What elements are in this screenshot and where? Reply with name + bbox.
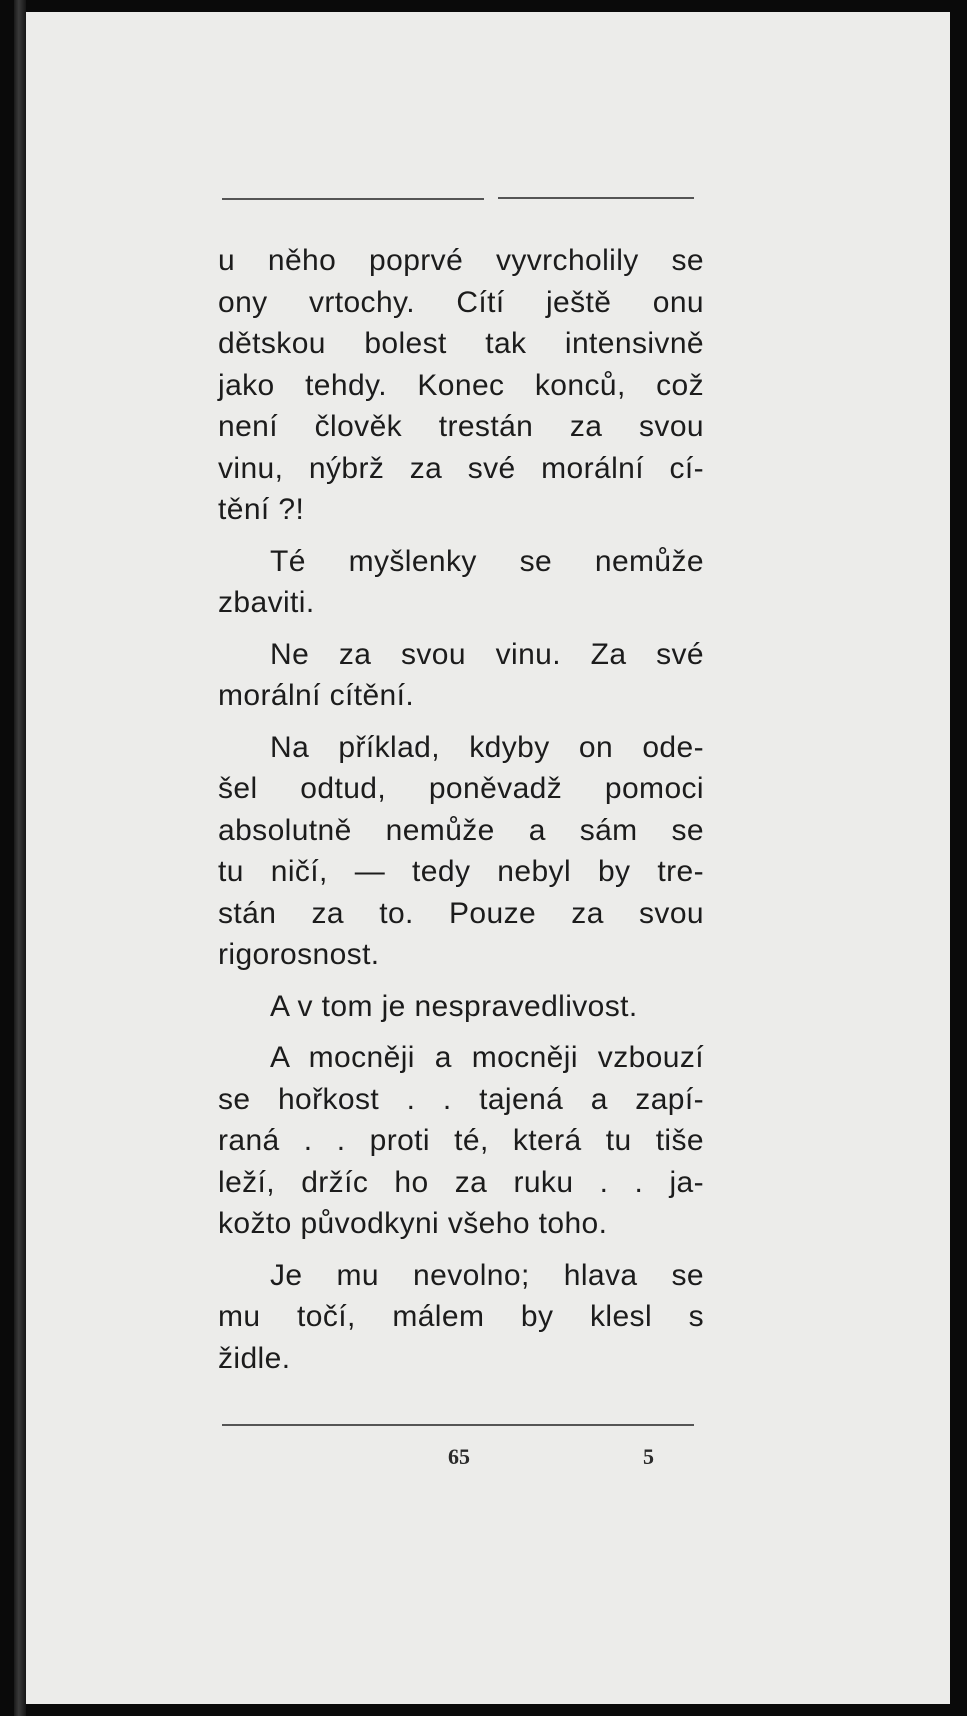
text-line: Je mu nevolno; hlava se [270,1258,704,1292]
text-line: tu ničí, — tedy nebyl by tre- [218,855,704,888]
top-rule-right [498,197,694,199]
paragraph-5 [218,986,704,1028]
text-line: raná . . proti té, která tu tiše [218,1124,704,1157]
top-rule-left [222,198,484,200]
text-line: u něho poprvé vyvrcholily se [218,244,704,277]
book-spine-shadow [14,0,26,1716]
paragraph-2 [218,541,704,624]
text-line: ony vrtochy. Cítí ještě onu [218,285,704,319]
paragraph-6 [218,1037,704,1245]
text-line: jako tehdy. Konec konců, což [218,368,704,402]
text-line: Ne za svou vinu. Za své [270,637,704,671]
text-line: dětskou bolest tak intensivně [218,327,704,360]
text-line: absolutně nemůže a sám se [218,813,704,847]
paragraph-7 [218,1255,704,1380]
text-line: se hořkost . . tajená a zapí- [218,1082,704,1116]
text-line: morální cítění. [218,679,415,712]
text-line: šel odtud, poněvadž pomoci [218,772,704,805]
text-line: zbaviti. [218,586,315,619]
signature-mark: 5 [643,1444,654,1469]
text-line: mu točí, málem by klesl s [218,1300,704,1333]
text-line: kožto původkyni všeho toho. [218,1207,608,1240]
text-line: A mocněji a mocněji vzbouzí [270,1041,704,1074]
text-line: rigorosnost. [218,938,380,971]
paragraph-4 [218,727,704,976]
bottom-rule [222,1424,694,1426]
text-line: stán za to. Pouze za svou [218,896,704,930]
paragraph-1 [218,240,704,531]
text-line: vinu, nýbrž za své morální cí- [218,451,704,485]
text-line: tění ?! [218,493,305,526]
paragraph-3 [218,634,704,717]
text-line: není člověk trestán za svou [218,410,704,443]
text-line: leží, držíc ho za ruku . . ja- [218,1165,704,1199]
body-text [218,240,704,1379]
text-line: židle. [218,1341,291,1375]
page-number: 65 [448,1444,470,1469]
text-line: A v tom je nespravedlivost. [270,989,638,1023]
text-line: Na příklad, kdyby on ode- [270,730,704,764]
text-line: Té myšlenky se nemůže [270,544,704,578]
